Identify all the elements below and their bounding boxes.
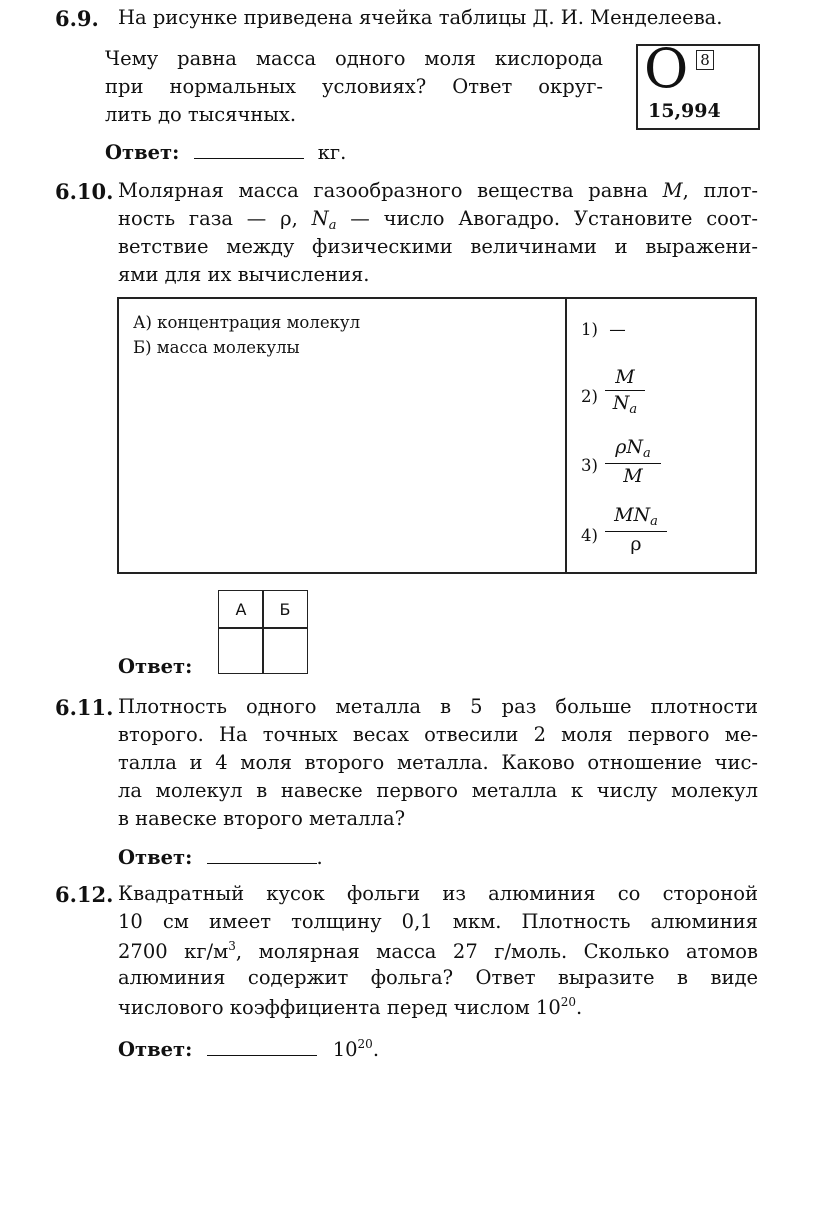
option-2-fraction: M $N_a$ [605, 367, 645, 417]
left-item-a: А) концентрация молекул [133, 313, 361, 332]
problem-text-line: Плотность одного металла в 5 раз больше плотности [118, 695, 758, 718]
problem-text-line: 2700 $кг/м^3$, молярная масса 27 г/моль. Сколько атомов [118, 939, 758, 963]
left-item-b: Б) масса молекулы [133, 338, 300, 357]
answer-grid [218, 590, 308, 674]
option-3-label: 3) [581, 456, 598, 475]
answer-label: Ответ: [118, 1038, 193, 1061]
problem-number: 6.10. [55, 179, 114, 204]
answer-blank[interactable] [207, 1041, 317, 1056]
answer-label: Ответ: [118, 655, 193, 678]
problem-text-line: 10 см имеет толщину 0,1 мкм. Плотность алюминия [118, 910, 758, 933]
grid-cell-b[interactable] [265, 631, 305, 669]
option-1: 1) — [581, 320, 626, 339]
problem-text-line: ями для их вычисления. [118, 263, 370, 286]
problem-text-line: алюминия содержит фольга? Ответ выразите в виде [118, 966, 758, 989]
element-symbol: O [644, 37, 689, 100]
matching-table [117, 297, 757, 574]
problem-text-line: ла молекул в навеске первого металла к числу молекул [118, 779, 758, 802]
answer-row: Ответ: . [118, 846, 323, 869]
grid-header-b: Б [279, 600, 291, 619]
problem-number: 6.9. [55, 6, 99, 31]
problem-text-line: в навеске второго металла? [118, 807, 406, 830]
problem-number: 6.12. [55, 882, 114, 907]
answer-blank[interactable] [194, 144, 304, 159]
problem-text-line: числового коэффициента перед числом $10^{20}$. [118, 995, 583, 1019]
answer-label: Ответ: [118, 846, 193, 869]
problem-text-line: Чему равна масса одного моля кислорода [105, 47, 603, 70]
mendeleev-cell [636, 37, 760, 130]
problem-text-line: второго. На точных весах отвесили 2 моля первого ме- [118, 723, 758, 746]
atomic-number: 8 [696, 50, 714, 70]
grid-header-a: А [235, 600, 247, 619]
atomic-mass: 15,994 [648, 100, 721, 122]
answer-row [118, 1037, 379, 1061]
option-3-fraction: $\rho N_a$ M [605, 437, 661, 487]
option-4-fraction: $MN_a$ ρ [605, 505, 667, 555]
answer-blank[interactable] [207, 849, 317, 864]
problem-text-line: талла и 4 моля второго металла. Каково отношение чис- [118, 751, 758, 774]
grid-cell-a[interactable] [221, 631, 261, 669]
option-2-label: 2) [581, 387, 598, 406]
problem-number: 6.11. [55, 695, 114, 720]
problem-text-line: На рисунке приведена ячейка таблицы Д. И. Менделеева. [118, 6, 723, 29]
problem-text-line: при нормальных условиях? Ответ округ- [105, 75, 603, 98]
answer-label: Ответ: [105, 141, 180, 164]
problem-text-line: лить до тысячных. [105, 103, 297, 126]
table-divider [565, 299, 567, 572]
problem-text-line: ность газа — ρ, $N_a$ — число Авогадро. Установите соот- [118, 207, 758, 233]
answer-power: $10^{20}$. [332, 1037, 380, 1061]
problem-text-line: Квадратный кусок фольги из алюминия со стороной [118, 882, 758, 905]
answer-row [105, 141, 346, 164]
problem-text-line: Молярная масса газообразного вещества равна M, плот- [118, 179, 758, 202]
answer-unit: кг. [317, 141, 347, 164]
problem-text-line: ветствие между физическими величинами и выражени- [118, 235, 758, 258]
option-4-label: 4) [581, 526, 598, 545]
